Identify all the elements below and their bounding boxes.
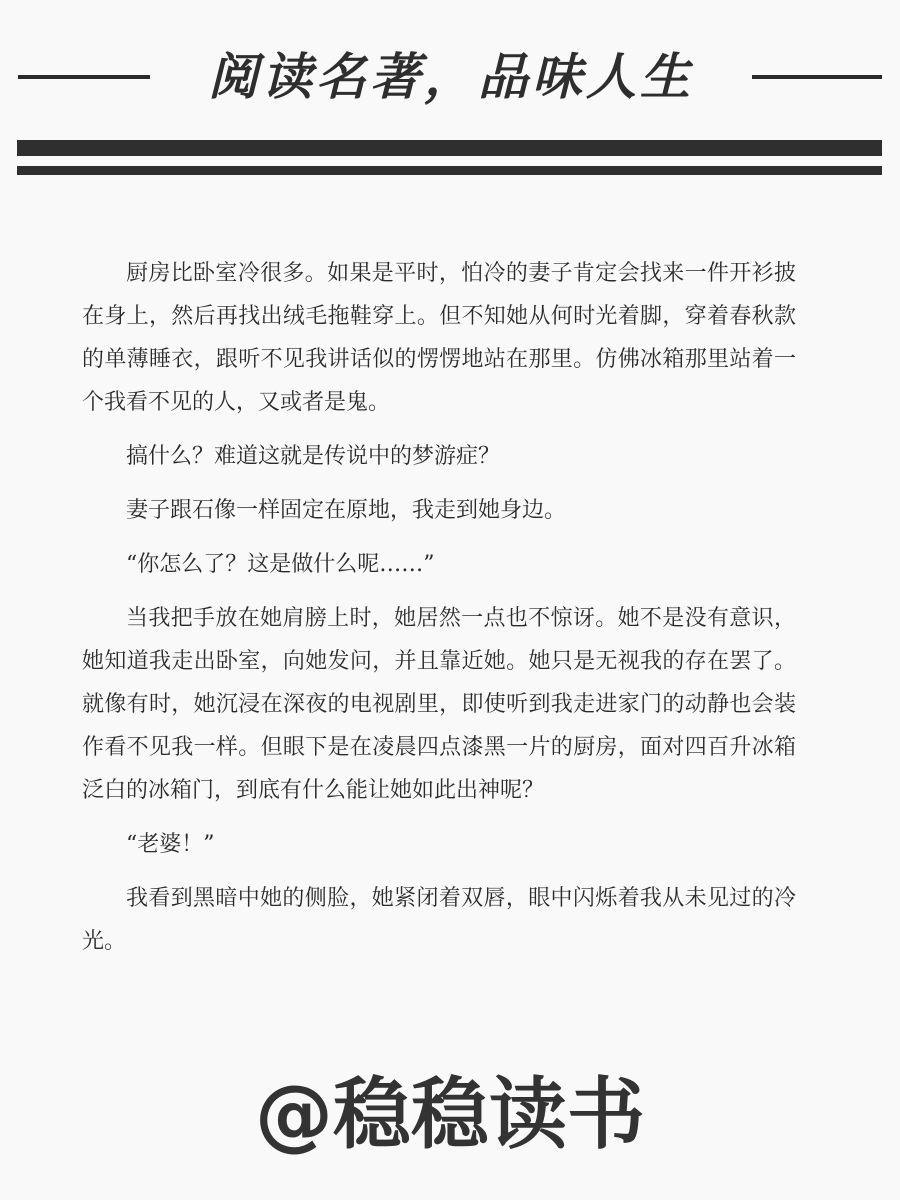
paragraph: “老婆！” [126, 832, 215, 857]
author-handle: @稳稳读书 [254, 1070, 645, 1160]
header-banner [0, 0, 900, 200]
header-divider-thin [17, 166, 882, 175]
paragraph: “你怎么了？这是做什么呢……” [126, 552, 435, 577]
article-body [82, 252, 796, 974]
paragraph: 我看到黑暗中她的侧脸，她紧闭着双唇，眼中闪烁着我从未见过的冷光。 [82, 886, 796, 954]
paragraph: 当我把手放在她肩膀上时，她居然一点也不惊讶。她不是没有意识，她知道我走出卧室，向她发问，并且靠近她。她只是无视我的存在罢了。就像有时，她沉浸在深夜的电视剧里，即使听到我走进家门的动静也会装作看不见我一样。但眼下是在凌晨四点漆黑一片的厨房，面对四百升冰箱泛白的冰箱门，到底有什么能让她如此出神呢？ [82, 606, 796, 803]
header-divider-thick [17, 140, 882, 156]
page-title: 阅读名著，品味人生 [208, 48, 694, 106]
paragraph: 厨房比卧室冷很多。如果是平时，怕冷的妻子肯定会找来一件开衫披在身上，然后再找出绒毛拖鞋穿上。但不知她从何时光着脚，穿着春秋款的单薄睡衣，跟听不见我讲话似的愣愣地站在那里。仿佛冰箱那里站着一个我看不见的人，又或者是鬼。 [82, 261, 796, 415]
header-rule-left [18, 75, 150, 79]
paragraph: 妻子跟石像一样固定在原地，我走到她身边。 [126, 498, 567, 523]
paragraph: 搞什么？难道这就是传说中的梦游症？ [126, 444, 501, 469]
header-rule-right [752, 75, 882, 79]
